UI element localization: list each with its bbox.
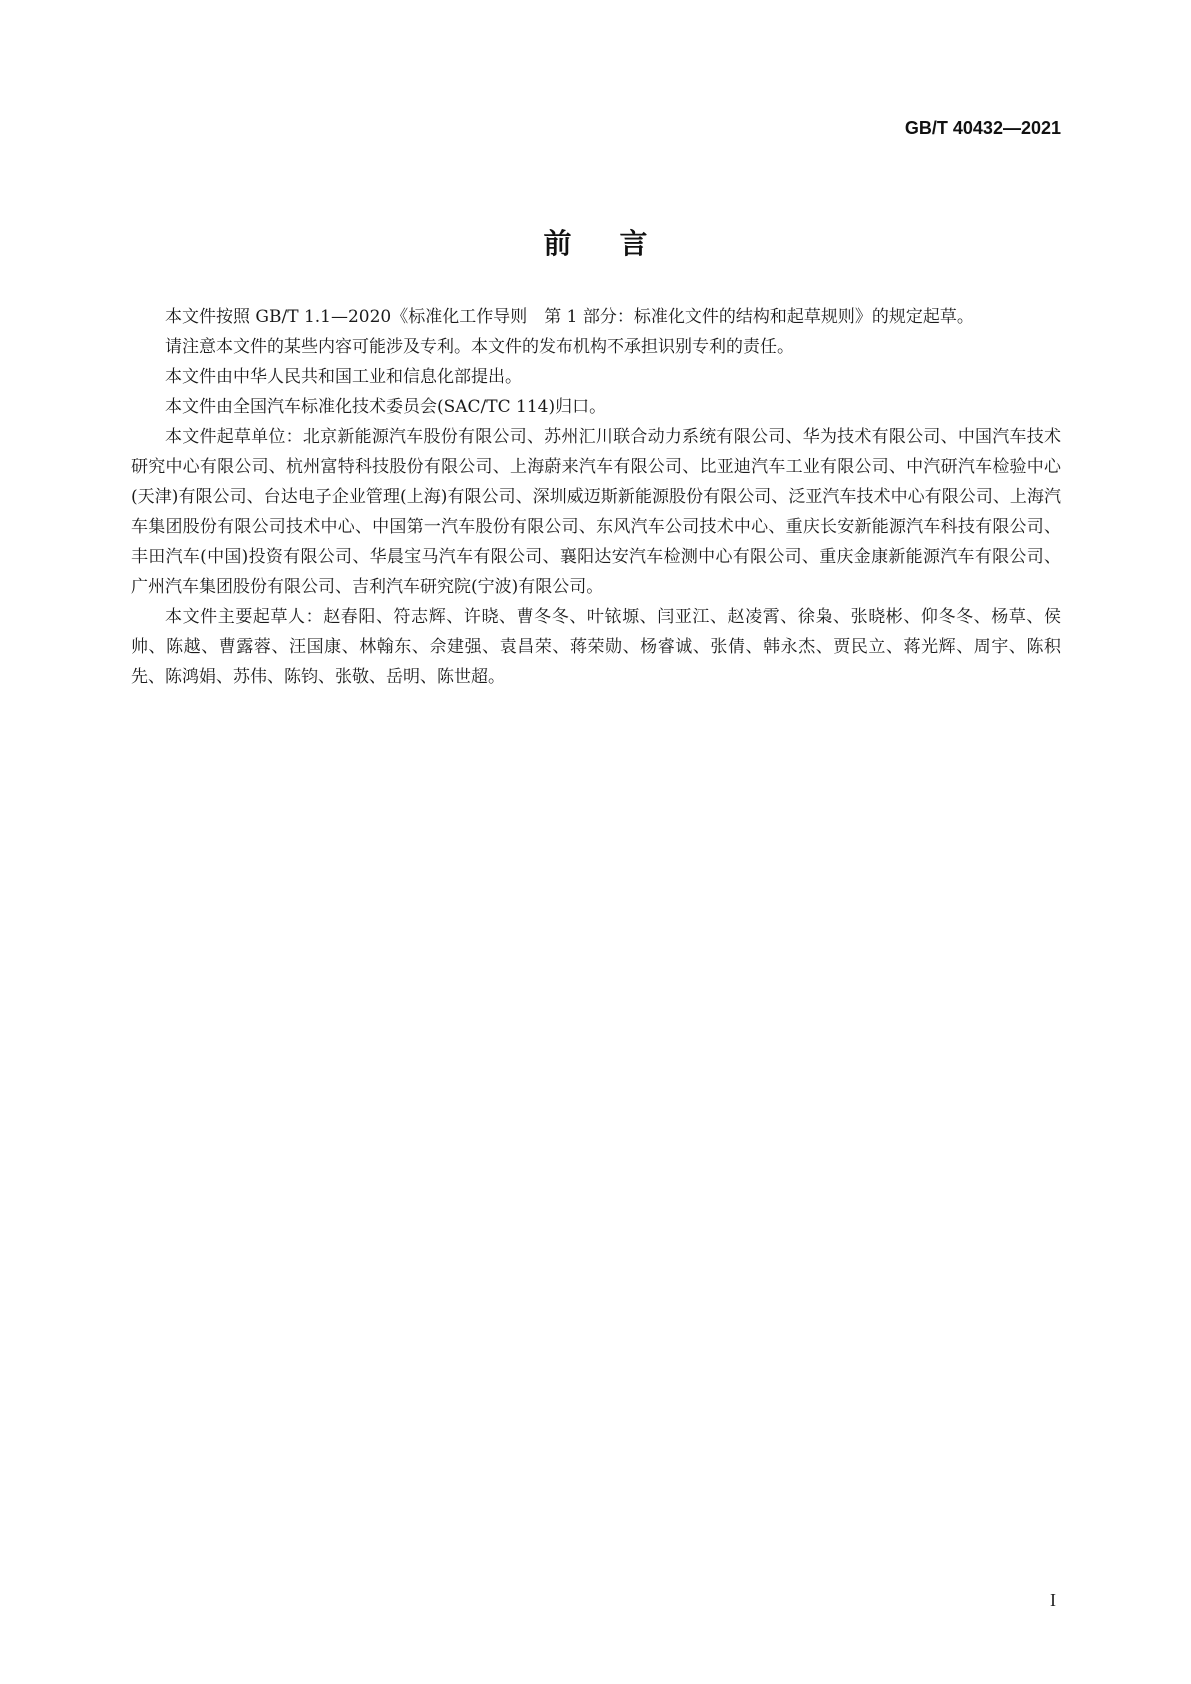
- page-title: 前言: [543, 227, 696, 260]
- foreword-body: [131, 302, 1061, 692]
- paragraph-drafting-rules: 本文件按照 GB/T 1.1—2020《标准化工作导则 第 1 部分：标准化文件的结构和起草规则》的规定起草。: [165, 307, 974, 327]
- paragraph-patent-notice: 请注意本文件的某些内容可能涉及专利。本文件的发布机构不承担识别专利的责任。: [165, 337, 794, 357]
- paragraph-proposer: 本文件由中华人民共和国工业和信息化部提出。: [165, 367, 522, 387]
- page-number: I: [1050, 1590, 1056, 1610]
- paragraph-drafting-units: 本文件起草单位：北京新能源汽车股份有限公司、苏州汇川联合动力系统有限公司、华为技术有限公司、中国汽车技术研究中心有限公司、杭州富特科技股份有限公司、上海蔚来汽车有限公司、比亚迪汽车工业有限公司、中汽研汽车检验中心(天津)有限公司、台达电子企业管理(上海)有限公司、深圳威迈斯新能源股份有限公司、泛亚汽车技术中心有限公司、上海汽车集团股份有限公司技术中心、中国第一汽车股份有限公司、东风汽车公司技术中心、重庆长安新能源汽车科技有限公司、丰田汽车(中国)投资有限公司、华晨宝马汽车有限公司、襄阳达安汽车检测中心有限公司、重庆金康新能源汽车有限公司、广州汽车集团股份有限公司、吉利汽车研究院(宁波)有限公司。: [131, 427, 1061, 597]
- paragraph-committee: 本文件由全国汽车标准化技术委员会(SAC/TC 114)归口。: [165, 397, 607, 417]
- standard-number: GB/T 40432—2021: [904, 118, 1061, 138]
- paragraph-drafters: 本文件主要起草人：赵春阳、符志辉、许晓、曹冬冬、叶铱塬、闫亚江、赵凌霄、徐枭、张晓彬、仰冬冬、杨草、侯帅、陈越、曹露蓉、汪国康、林翰东、佘建强、袁昌荣、蒋荣勋、杨睿诚、张倩、韩永杰、贾民立、蒋光辉、周宇、陈积先、陈鸿娟、苏伟、陈钧、张敬、岳明、陈世超。: [131, 607, 1061, 687]
